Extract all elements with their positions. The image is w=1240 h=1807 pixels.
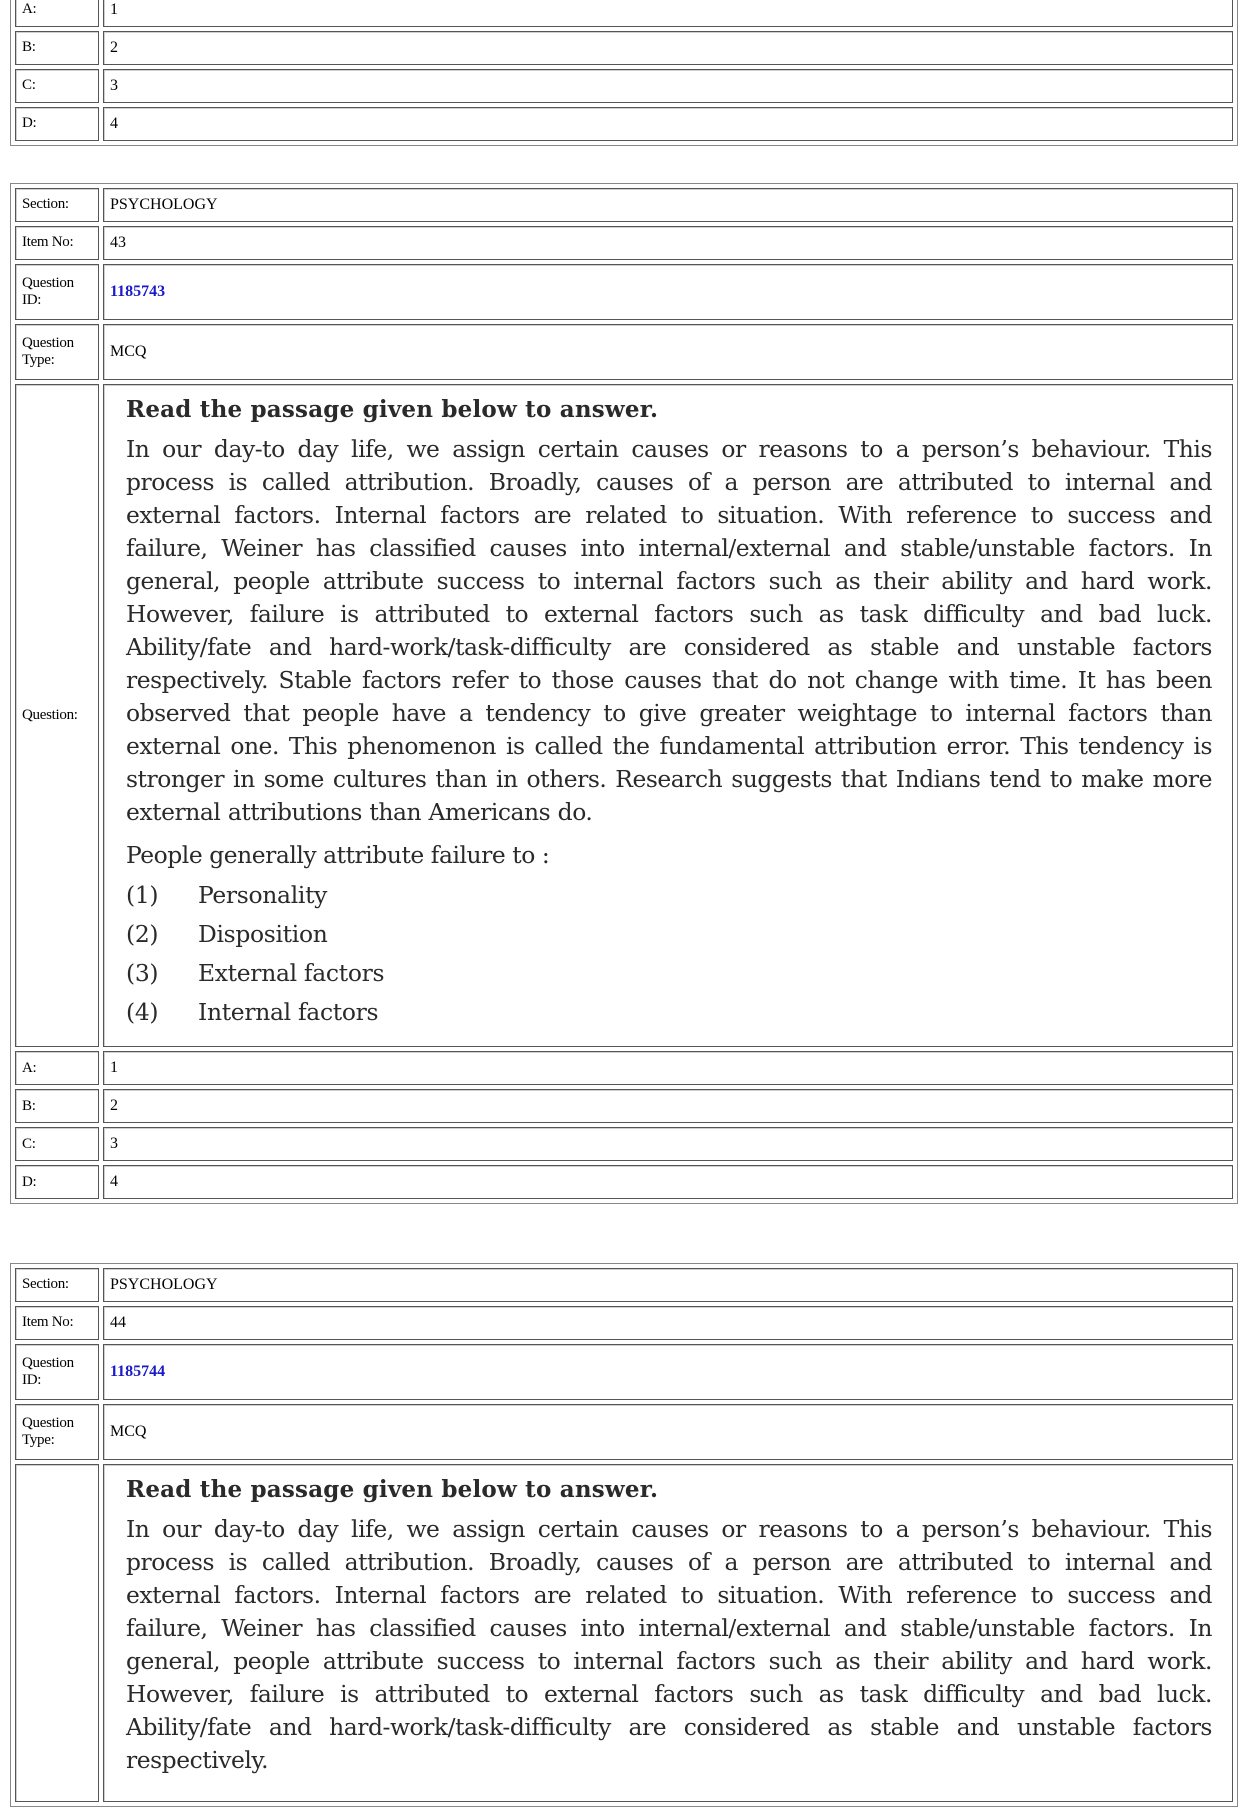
answer-a-label: A: — [15, 0, 99, 27]
answer-c-value: 3 — [103, 1127, 1233, 1161]
answer-b-value: 2 — [103, 1089, 1233, 1123]
question-id-label: Question ID: — [15, 264, 99, 320]
answer-row-d — [15, 1165, 1233, 1199]
item-no-value: 44 — [103, 1306, 1233, 1340]
option-number: (1) — [126, 881, 159, 910]
question-stem: People generally attribute failure to : — [126, 841, 550, 870]
section-label: Section: — [15, 1268, 99, 1302]
answer-row-b — [15, 1089, 1233, 1123]
option-3 — [126, 954, 1212, 993]
answer-c-label: C: — [15, 69, 99, 103]
previous-item-clip — [0, 0, 1240, 160]
answer-c-value: 3 — [103, 69, 1233, 103]
question-table-44 — [10, 1263, 1238, 1807]
answer-row-a — [15, 1051, 1233, 1085]
option-4 — [126, 993, 1212, 1032]
question-type-row — [15, 1404, 1233, 1460]
option-number: (4) — [126, 998, 159, 1027]
item-no-value: 43 — [103, 226, 1233, 260]
question-row — [15, 384, 1233, 1047]
answer-row-d — [15, 107, 1233, 141]
option-number: (3) — [126, 959, 159, 988]
option-text: Disposition — [198, 920, 328, 949]
question-id-link[interactable]: 1185743 — [110, 282, 166, 300]
answer-a-value: 1 — [103, 1051, 1233, 1085]
passage-heading: Read the passage given below to answer. — [126, 1476, 659, 1503]
section-value: PSYCHOLOGY — [103, 1268, 1233, 1302]
answer-b-label: B: — [15, 1089, 99, 1123]
item-44-clip — [0, 1250, 1240, 1775]
answer-b-value: 2 — [103, 31, 1233, 65]
answer-row-c — [15, 69, 1233, 103]
answer-b-label: B: — [15, 31, 99, 65]
answer-row-b — [15, 31, 1233, 65]
question-label — [15, 1464, 99, 1802]
option-1 — [126, 876, 1212, 915]
passage-heading: Read the passage given below to answer. — [126, 396, 659, 423]
question-type-row — [15, 324, 1233, 380]
section-label: Section: — [15, 188, 99, 222]
answer-a-value: 1 — [103, 0, 1233, 27]
answer-c-label: C: — [15, 1127, 99, 1161]
previous-item-table — [10, 0, 1238, 146]
question-row — [15, 1464, 1233, 1802]
answer-d-label: D: — [15, 107, 99, 141]
answer-d-label: D: — [15, 1165, 99, 1199]
item-no-row — [15, 1306, 1233, 1340]
question-type-value: MCQ — [103, 324, 1233, 380]
question-type-label: Question Type: — [15, 324, 99, 380]
question-type-value: MCQ — [103, 1404, 1233, 1460]
answer-d-value: 4 — [103, 107, 1233, 141]
question-passage — [103, 1464, 1233, 1802]
option-text: External factors — [198, 959, 385, 988]
item-no-row — [15, 226, 1233, 260]
answer-row-a — [15, 0, 1233, 27]
answer-row-c — [15, 1127, 1233, 1161]
passage-text: In our day-to day life, we assign certain causes or reasons to a person’s behaviour. This process is called attribution. Broadly, causes of a person are attributed to internal and external factors. Internal factors are related to situation. With reference to success and failure, Weiner has classified causes into internal/external and stable/unstable factors. In general, people attribute success to internal factors such as their ability and hard work. However, failure is attributed to external factors such as task difficulty and bad luck. Ability/fate and hard-work/task-difficulty are considered as stable and unstable factors respectively. Stable factors refer to those causes that do not change with time. It has been observed that people have a tendency to give greater weightage to internal factors than external one. This phenomenon is called the fundamental attribution error. This tendency is stronger in some cultures than in others. Research suggests that Indians tend to make more external attributions than Americans do. — [126, 435, 1212, 827]
question-id-row — [15, 1344, 1233, 1400]
option-text: Internal factors — [198, 998, 379, 1027]
question-id-value — [103, 264, 1233, 320]
item-no-label: Item No: — [15, 226, 99, 260]
section-row — [15, 1268, 1233, 1302]
answer-a-label: A: — [15, 1051, 99, 1085]
option-text: Personality — [198, 881, 328, 910]
question-passage — [103, 384, 1233, 1047]
question-id-label: Question ID: — [15, 1344, 99, 1400]
option-number: (2) — [126, 920, 159, 949]
question-id-link[interactable]: 1185744 — [110, 1362, 166, 1380]
question-id-value — [103, 1344, 1233, 1400]
answer-d-value: 4 — [103, 1165, 1233, 1199]
question-type-label: Question Type: — [15, 1404, 99, 1460]
question-label: Question: — [15, 384, 99, 1047]
question-id-row — [15, 264, 1233, 320]
item-no-label: Item No: — [15, 1306, 99, 1340]
question-table-43 — [10, 183, 1238, 1204]
section-row — [15, 188, 1233, 222]
section-value: PSYCHOLOGY — [103, 188, 1233, 222]
option-2 — [126, 915, 1212, 954]
passage-text: In our day-to day life, we assign certain causes or reasons to a person’s behaviour. This process is called attribution. Broadly, causes of a person are attributed to internal and external factors. Internal factors are related to situation. With reference to success and failure, Weiner has classified causes into internal/external and stable/unstable factors. In general, people attribute success to internal factors such as their ability and hard work. However, failure is attributed to external factors such as task difficulty and bad luck. Ability/fate and hard-work/task-difficulty are considered as stable and unstable factors respectively. — [126, 1515, 1212, 1775]
